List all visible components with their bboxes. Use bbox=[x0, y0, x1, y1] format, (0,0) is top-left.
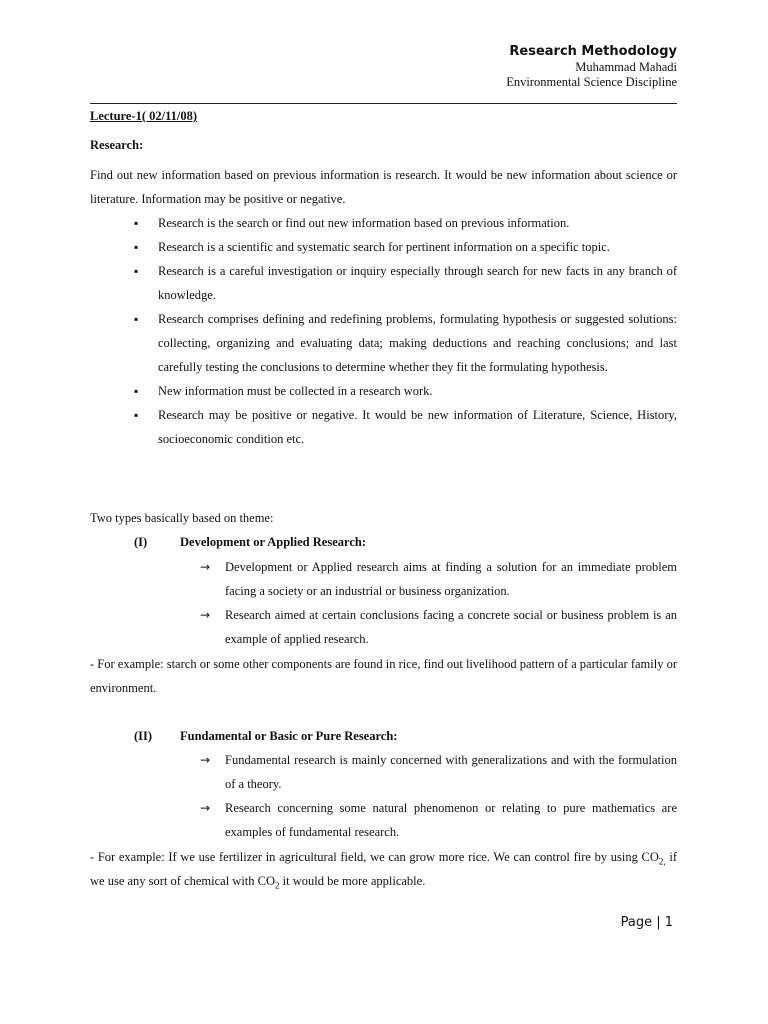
list-item: ▪ New information must be collected in a research work. bbox=[90, 379, 677, 403]
list-item bbox=[90, 748, 677, 796]
list-item bbox=[90, 603, 677, 651]
page-header bbox=[506, 44, 677, 90]
header-rule bbox=[90, 103, 677, 104]
point-text: Research concerning some natural phenomenon or relating to pure mathematics are examples of fundamental research. bbox=[225, 801, 677, 839]
example-paragraph: - For example: starch or some other components are found in rice, find out livelihood pattern of a particular family or environment. bbox=[90, 657, 677, 695]
arrow-right-icon: → bbox=[200, 560, 211, 574]
list-item: ▪ Research comprises defining and redefining problems, formulating hypothesis or suggested solutions: collecting, organizing and evaluating data; making deductions and reaching conclusions; and last carefully testing the conclusions to determine whether they fit the formulating hypothesis. bbox=[90, 307, 677, 379]
list-item: ▪ Research is a scientific and systematic search for pertinent information on a specific topic. bbox=[90, 235, 677, 259]
type-points bbox=[90, 748, 677, 844]
type-title: Development or Applied Research: bbox=[180, 535, 366, 549]
types-intro: Two types basically based on theme: bbox=[90, 511, 274, 525]
intro-paragraph: Find out new information based on previous information is research. It would be new information about science or literature. Information may be positive or negative. bbox=[90, 168, 677, 206]
arrow-right-icon: → bbox=[200, 608, 211, 622]
example-paragraph bbox=[90, 845, 677, 893]
page-number: Page | 1 bbox=[620, 915, 673, 930]
type-title: Fundamental or Basic or Pure Research: bbox=[180, 729, 398, 743]
type-points bbox=[90, 555, 677, 651]
example-text: - For example: If we use fertilizer in agricultural field, we can grow more rice. We can control fire by using CO bbox=[90, 850, 659, 864]
list-item bbox=[90, 555, 677, 603]
document-title: Research Methodology bbox=[509, 44, 677, 59]
list-item: ▪ Research is a careful investigation or inquiry especially through search for new facts in any branch of knowledge. bbox=[90, 259, 677, 307]
arrow-right-icon: → bbox=[200, 801, 211, 815]
subscript: 2 bbox=[275, 880, 280, 891]
type-numeral: (II) bbox=[134, 729, 153, 743]
list-item bbox=[90, 796, 677, 844]
author-name: Muhammad Mahadi bbox=[575, 60, 677, 74]
example-text: if we use any sort of chemical with CO bbox=[90, 850, 677, 888]
point-text: Development or Applied research aims at finding a solution for an immediate problem facing a society or an industrial or business organization. bbox=[225, 560, 677, 598]
point-text: Fundamental research is mainly concerned with generalizations and with the formulation of a theory. bbox=[225, 753, 677, 791]
type-numeral: (I) bbox=[134, 535, 148, 549]
arrow-right-icon: → bbox=[200, 753, 211, 767]
list-item: ▪ Research may be positive or negative. It would be new information of Literature, Science, History, socioeconomic condition etc. bbox=[90, 403, 677, 451]
example-text: it would be more applicable. bbox=[279, 874, 426, 888]
definition-list bbox=[90, 211, 677, 451]
point-text: Research aimed at certain conclusions facing a concrete social or business problem is an example of applied research. bbox=[225, 608, 677, 646]
subscript: 2, bbox=[658, 856, 666, 867]
section-heading: Research: bbox=[90, 138, 144, 152]
lecture-heading: Lecture-1( 02/11/08) bbox=[90, 109, 198, 123]
discipline-name: Environmental Science Discipline bbox=[506, 75, 677, 89]
list-item: ▪ Research is the search or find out new information based on previous information. bbox=[90, 211, 677, 235]
